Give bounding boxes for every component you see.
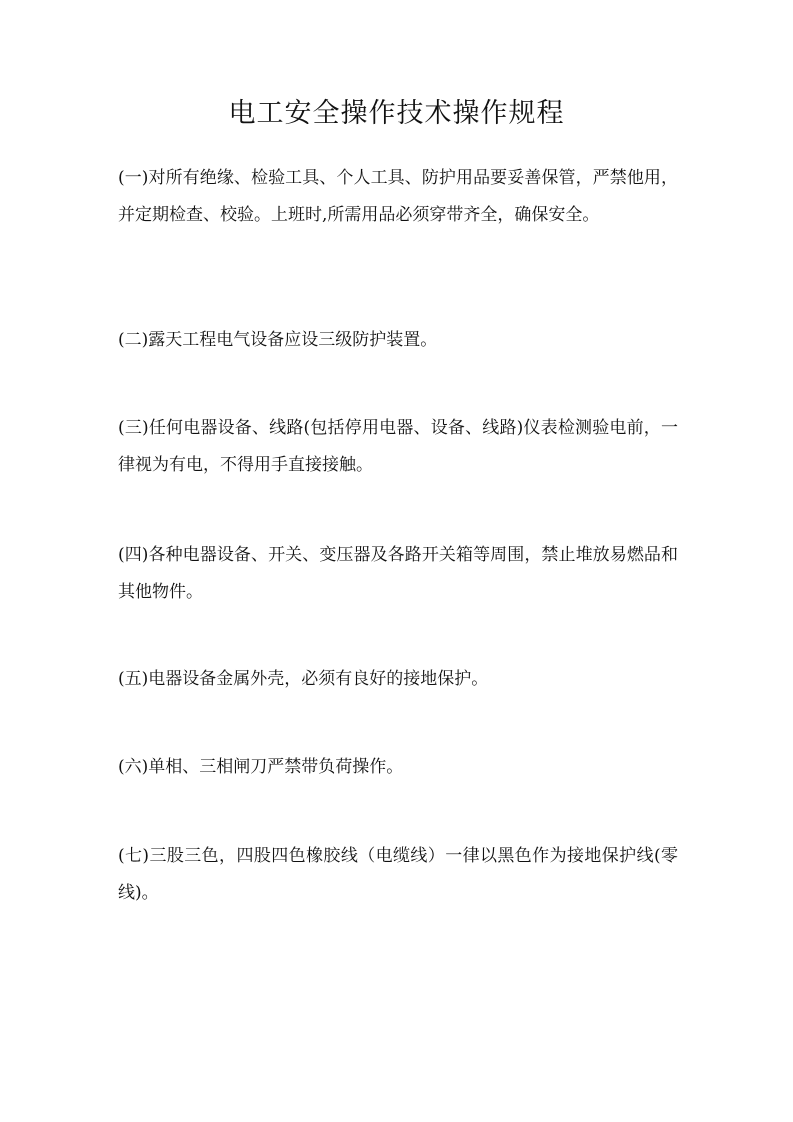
paragraph-6: (六)单相、三相闸刀严禁带负荷操作。 <box>118 757 404 777</box>
document-title: 电工安全操作技术操作规程 <box>228 98 565 129</box>
paragraph-3: (三)任何电器设备、线路(包括停用电器、设备、线路)仪表检测验电前，一律视为有电，不得用手直接接触。 <box>118 418 678 475</box>
paragraph-2: (二)露天工程电气设备应设三级防护装置。 <box>118 330 438 350</box>
paragraph-5: (五)电器设备金属外壳，必须有良好的接地保护。 <box>118 669 489 689</box>
paragraph-7: (七)三股三色，四股四色橡胶线（电缆线）一律以黑色作为接地保护线(零线)。 <box>118 846 678 903</box>
paragraph-4: (四)各种电器设备、开关、变压器及各路开关箱等周围，禁止堆放易燃品和其他物件。 <box>118 545 678 602</box>
paragraph-1: (一)对所有绝缘、检验工具、个人工具、防护用品要妥善保管，严禁他用，并定期检查、校验。上班时,所需用品必须穿带齐全，确保安全。 <box>118 168 678 225</box>
